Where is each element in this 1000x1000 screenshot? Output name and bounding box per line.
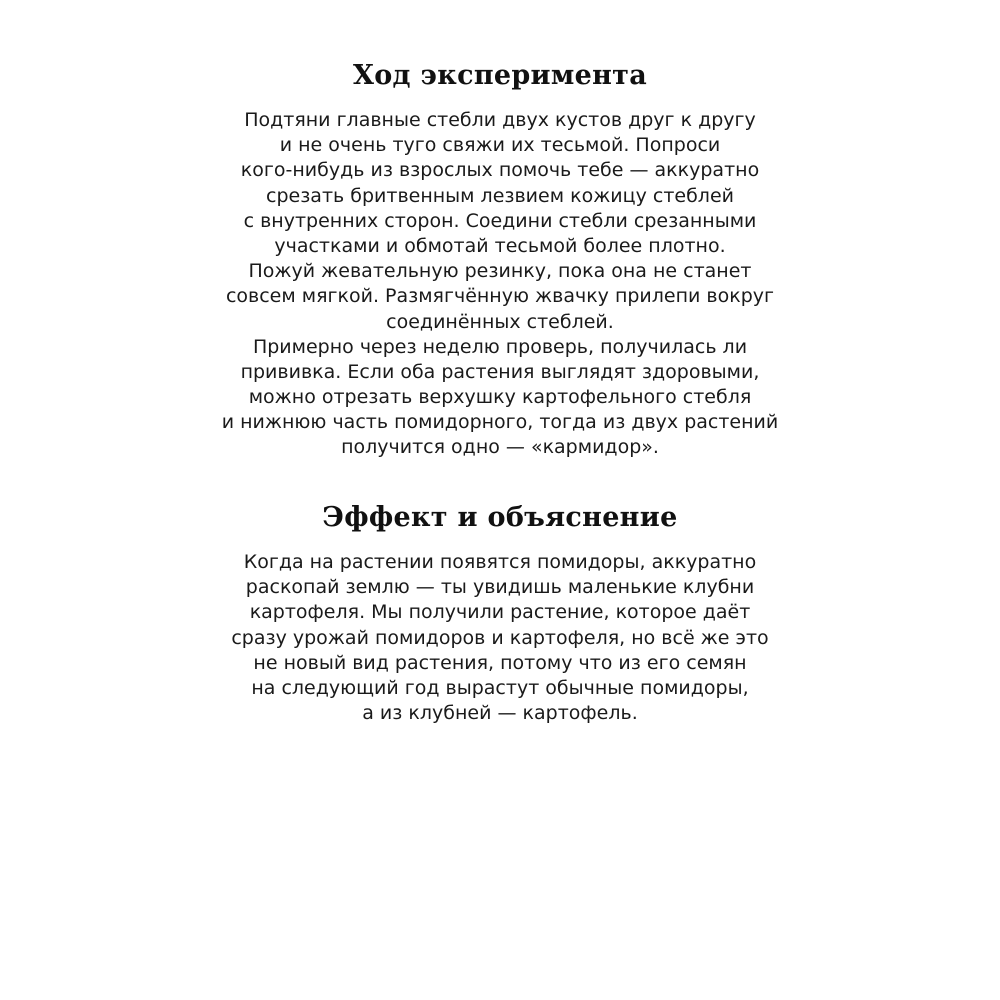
- text-line: Когда на растении появятся помидоры, аккуратно: [243, 551, 757, 573]
- text-line: совсем мягкой. Размягчённую жвачку прилепи вокруг: [225, 285, 775, 308]
- text-line: на следующий год вырастут обычные помидоры,: [251, 676, 749, 699]
- text-line: и нижнюю часть помидорного, тогда из двух растений: [221, 411, 779, 434]
- text-line: участками и обмотай тесьмой более плотно.: [274, 234, 726, 257]
- section-body-effect: [0, 550, 1000, 726]
- text-line: можно отрезать верхушку картофельного стебля: [248, 386, 752, 409]
- text-line: сразу урожай помидоров и картофеля, но всё же это: [231, 626, 769, 649]
- text-line: срезать бритвенным лезвием кожицу стеблей: [266, 184, 734, 207]
- text-line: соединённых стеблей.: [386, 310, 614, 333]
- text-line: Подтяни главные стебли двух кустов друг к другу: [244, 109, 756, 131]
- section-heading-effect: Эффект и объяснение: [322, 502, 678, 533]
- section-heading-experiment: Ход эксперимента: [353, 60, 647, 91]
- text-line: с внутренних сторон. Соедини стебли срезанными: [243, 209, 757, 232]
- text-line: Примерно через неделю проверь, получилась ли: [252, 335, 748, 358]
- text-line: получится одно — «кармидор».: [341, 436, 659, 459]
- text-line: прививка. Если оба растения выглядят здоровыми,: [240, 360, 760, 383]
- text-line: а из клубней — картофель.: [362, 702, 638, 725]
- section-body-experiment: [0, 108, 1000, 461]
- text-line: и не очень туго свяжи их тесьмой. Попроси: [279, 134, 721, 157]
- text-line: картофеля. Мы получили растение, которое даёт: [249, 601, 751, 624]
- text-line: кого-нибудь из взрослых помочь тебе — аккуратно: [240, 159, 760, 182]
- text-line: раскопай землю — ты увидишь маленькие клубни: [245, 576, 755, 599]
- text-line: не новый вид растения, потому что из его семян: [253, 651, 747, 674]
- text-line: Пожуй жевательную резинку, пока она не станет: [248, 260, 752, 283]
